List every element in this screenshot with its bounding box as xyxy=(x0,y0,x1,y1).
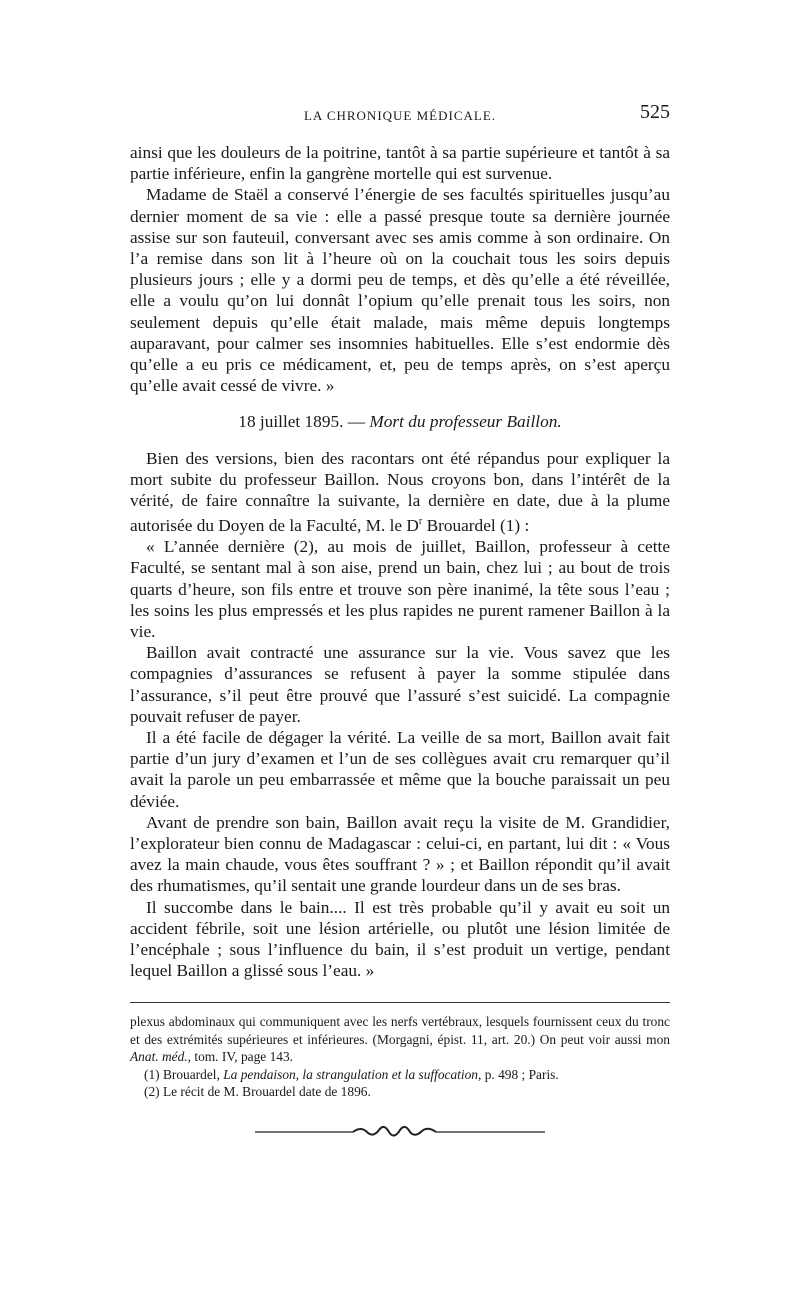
footnote-1-pre: (1) Brouardel, xyxy=(144,1066,224,1082)
footnote-1 xyxy=(130,1066,670,1084)
fleuron-ornament xyxy=(130,1123,670,1143)
footnote-1-post: , p. 498 ; Paris. xyxy=(478,1066,559,1082)
footnote-continued-end: , tom. IV, page 143. xyxy=(187,1049,294,1065)
paragraph-stael: Madame de Staël a conservé l’énergie de ses facultés spirituelles jusqu’au dernier moment de sa vie : elle a passé presque toute sa dernière journée assise sur son fauteuil, conversant avec ses amis comme à son ordinaire. On l’a remise dans son lit à l’heure où on la couchait tous les soirs depuis plusieurs jours ; elle y a dormi peu de temps, et dès qu’elle a été réveillée, elle a voulu qu’on lui donnât l’opium qu’elle prenait tous les soirs, non seulement depuis qu’elle était malade, mais même depuis longtemps auparavant, pour calmer ses insomnies habituelles. Elle s’est endormie dès qu’elle a eu pris ce médicament, et, peu de temps après, on s’est aperçu qu’elle avait cessé de vivre. » xyxy=(130,185,670,396)
paragraph-intro xyxy=(130,448,670,537)
running-head xyxy=(130,101,670,128)
intro-text: Bien des versions, bien des racontars ont été répandus pour expliquer la mort subite du professeur Baillon. Nous croyons bon, dans l’intérêt de la vérité, de faire connaître la suivante, la dernière en date, due à la plume autorisée du Doyen de la Faculté, M. le D xyxy=(130,448,670,536)
page-number: 525 xyxy=(640,101,670,123)
section-date: 18 juillet 1895. — xyxy=(238,412,370,432)
footnote-continued-text: plexus abdominaux qui communiquent avec les nerfs vertébraux, lesquels fournissent ceux du tronc et des extrémités supérieures et inférieures. (Morgagni, épist. 11, art. 20.) On peut voir aussi mon xyxy=(130,1014,670,1047)
footnote-rule xyxy=(130,1002,670,1003)
paragraph-quote-4: Avant de prendre son bain, Baillon avait reçu la visite de M. Grandidier, l’explorateur bien connu de Madagascar : celui-ci, en partant, lui dit : « Vous avez la main chaude, vous êtes souffrant ? » ; et Baillon répondit qu’il avait des rhumatismes, qu’il sentait une grande lourdeur dans un de ses bras. xyxy=(130,812,670,896)
section-heading xyxy=(130,411,670,432)
intro-after: Brouardel (1) : xyxy=(422,516,530,536)
paragraph-quote-2: Baillon avait contracté une assurance sur la vie. Vous savez que les compagnies d’assurances se refusent à payer la somme stipulée dans l’assurance, s’il peut être prouvé que l’assuré s’est suicidé. La compagnie pouvait refuser de payer. xyxy=(130,643,670,726)
fleuron-icon xyxy=(255,1123,545,1139)
article-body xyxy=(130,142,670,981)
paragraph-quote-3: Il a été facile de dégager la vérité. La veille de sa mort, Baillon avait fait partie d’un jury d’examen et l’un de ses collègues avait cru remarquer qu’il avait la parole un peu embarrassée et même que la bouche paraissait un peu déviée. xyxy=(130,728,670,811)
journal-title: LA CHRONIQUE MÉDICALE. xyxy=(303,108,497,123)
section-title: Mort du professeur Baillon. xyxy=(369,412,562,432)
footnote-2: (2) Le récit de M. Brouardel date de 1896. xyxy=(144,1084,371,1100)
intro-sup: r xyxy=(418,516,423,528)
footnotes xyxy=(130,1013,670,1101)
paragraph-quote-1: « L’année dernière (2), au mois de juillet, Baillon, professeur à cette Faculté, se sentant mal à son aise, prend un bain, chez lui ; au bout de trois quarts d’heure, son fils entre et trouve son père inanimé, la tête sous l’eau ; les soins les plus empressés et les plus rapides ne purent ramener Baillon à la vie. xyxy=(130,537,670,642)
page xyxy=(130,101,670,1143)
footnote-continued-italic: Anat. méd. xyxy=(130,1049,188,1065)
footnote-1-italic: La pendaison, la strangulation et la suffocation xyxy=(223,1066,479,1082)
paragraph-continued: ainsi que les douleurs de la poitrine, tantôt à sa partie supérieure et tantôt à sa partie inférieure, enfin la gangrène mortelle qui est survenue. xyxy=(130,143,670,184)
footnote-continued xyxy=(130,1013,670,1066)
paragraph-quote-5: Il succombe dans le bain.... Il est très probable qu’il y avait eu soit un accident fébrile, soit une lésion artérielle, ou plutôt une lésion limitée de l’encéphale ; sous l’influence du bain, il s’est produit un vertige, pendant lequel Baillon a glissé sous l’eau. » xyxy=(130,897,670,981)
